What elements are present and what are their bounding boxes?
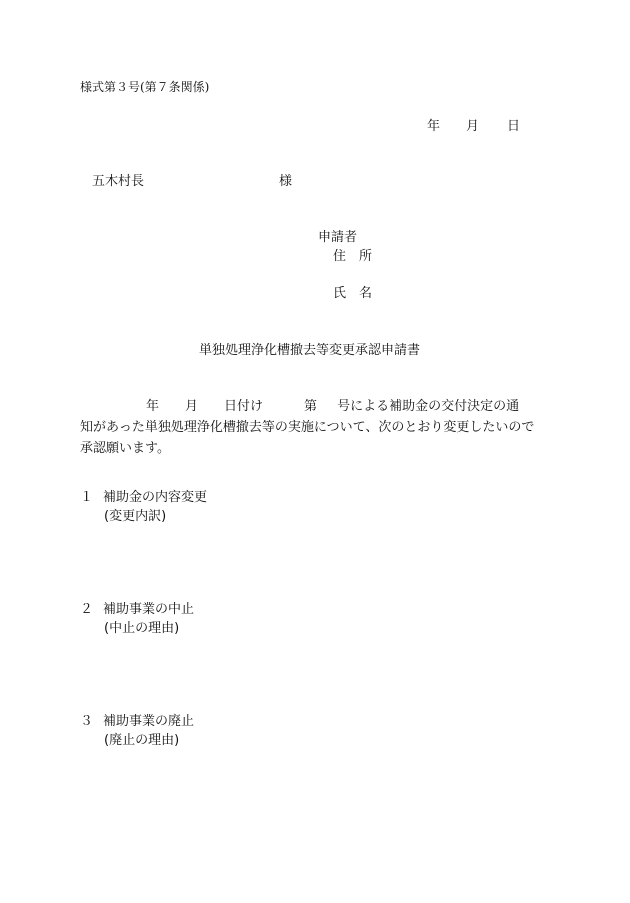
body-line-3: 承認願います。	[80, 441, 170, 456]
section-3-title: 補助事業の廃止	[103, 714, 195, 729]
section-2-detail: (中止の理由)	[104, 621, 180, 636]
section-2-number: ２	[80, 602, 94, 617]
body-line1-rest: 号による補助金の交付決定の通	[337, 399, 520, 414]
section-3-number: ３	[80, 714, 94, 729]
date-day-label: 日	[507, 119, 521, 134]
section-3-heading	[80, 714, 194, 730]
document-title: 単独処理浄化槽撤去等変更承認申請書	[199, 343, 421, 358]
applicant-name-label: 氏 名	[333, 286, 373, 301]
addressee-name: 五木村長	[92, 174, 145, 189]
body-dated: 日付け	[224, 399, 264, 414]
section-3-detail: (廃止の理由)	[104, 733, 180, 748]
applicant-label: 申請者	[318, 230, 358, 245]
date-month-label: 月	[466, 119, 480, 134]
applicant-address-label: 住 所	[333, 249, 373, 264]
section-1-heading	[80, 490, 207, 506]
section-2-title: 補助事業の中止	[103, 602, 195, 617]
body-month: 月	[185, 399, 199, 414]
section-1-title: 補助金の内容変更	[103, 490, 208, 505]
body-line-1	[80, 396, 552, 417]
addressee-honorific: 様	[279, 174, 293, 189]
body-year: 年	[146, 399, 160, 414]
form-number: 様式第３号(第７条関係)	[80, 80, 210, 94]
body-number-prefix: 第	[304, 399, 318, 414]
request-body	[80, 396, 552, 459]
section-1-number: １	[80, 490, 94, 505]
body-line-2: 知があった単独処理浄化槽撤去等の実施について、次のとおり変更したいので	[80, 420, 535, 435]
section-2-heading	[80, 602, 194, 618]
date-year-label: 年	[427, 119, 441, 134]
section-1-detail: (変更内訳)	[104, 509, 167, 524]
